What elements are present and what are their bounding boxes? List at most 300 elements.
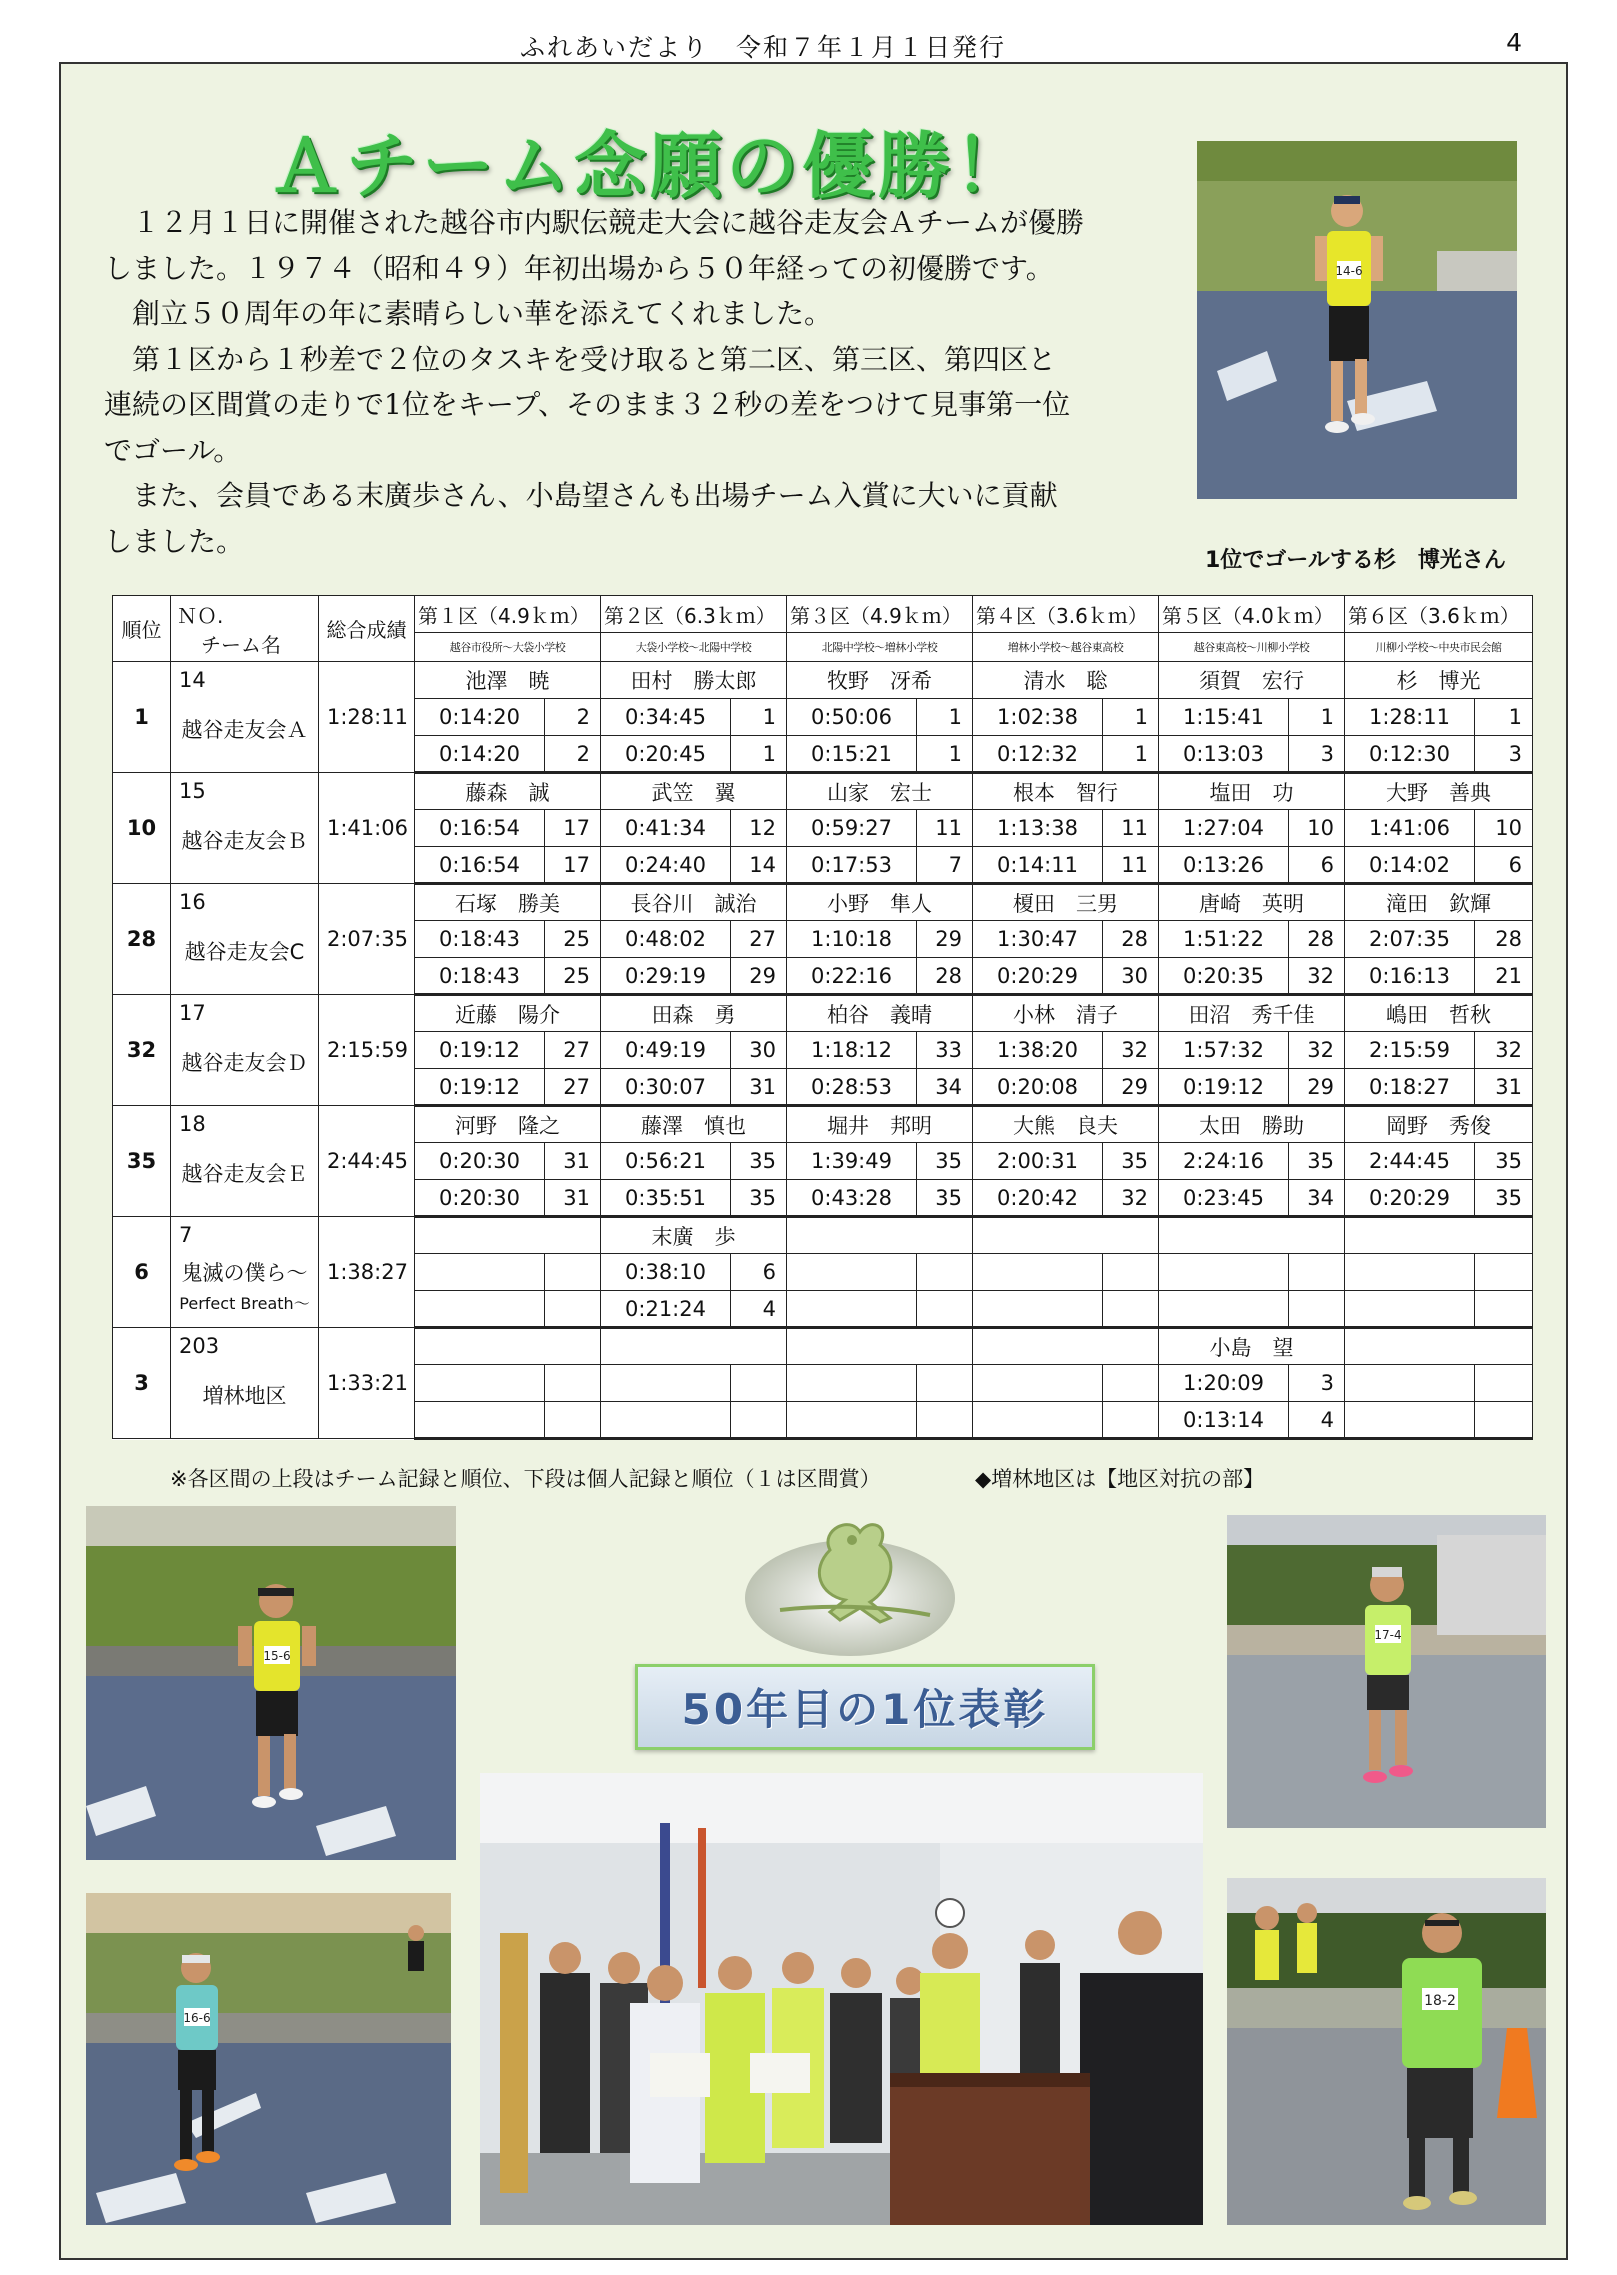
header-route-1: 越谷市役所～大袋小学校 (415, 633, 601, 662)
individual-time: 0:19:12 (415, 1069, 545, 1106)
header-leg-6: 第６区（3.6ｋｍ） (1345, 596, 1533, 633)
individual-rank: 32 (1103, 1180, 1159, 1217)
runner-name: 長谷川 誠治 (601, 884, 787, 921)
team-split-rank (917, 1365, 973, 1402)
team-name: 越谷走友会Ｂ (181, 829, 308, 853)
table-note-district: ◆増林地区は【地区対抗の部】 (975, 1467, 1265, 1491)
individual-rank: 35 (1475, 1180, 1533, 1217)
team-split-rank: 28 (1289, 921, 1345, 958)
team-split-rank: 1 (1475, 699, 1533, 736)
runner-name: 大熊 良夫 (973, 1106, 1159, 1143)
individual-time: 0:20:35 (1159, 958, 1289, 995)
team-split-time (787, 1254, 917, 1291)
total-time: 2:15:59 (319, 995, 415, 1106)
team-split-time: 2:00:31 (973, 1143, 1103, 1180)
individual-time: 0:22:16 (787, 958, 917, 995)
team-split-time: 0:59:27 (787, 810, 917, 847)
individual-time (787, 1402, 917, 1439)
runner-e-image (1227, 1878, 1546, 2225)
individual-time (415, 1402, 545, 1439)
individual-rank: 28 (917, 958, 973, 995)
table-row (113, 1217, 1533, 1254)
individual-time: 0:20:08 (973, 1069, 1103, 1106)
individual-rank: 14 (731, 847, 787, 884)
runner-name: 末廣 歩 (601, 1217, 787, 1254)
team-split-time: 0:48:02 (601, 921, 731, 958)
runner-name: 藤森 誠 (415, 773, 601, 810)
individual-time: 0:19:12 (1159, 1069, 1289, 1106)
individual-time: 0:15:21 (787, 736, 917, 773)
intro-line: １２月１日に開催された越谷市内駅伝競走大会に越谷走友会Ａチームが優勝 (104, 206, 1085, 239)
team-split-time (973, 1365, 1103, 1402)
runner-name (601, 1328, 787, 1365)
team-split-time (1159, 1254, 1289, 1291)
individual-time: 0:28:53 (787, 1069, 917, 1106)
team-split-rank: 30 (731, 1032, 787, 1069)
runner-name (787, 1217, 973, 1254)
team-split-time: 0:49:19 (601, 1032, 731, 1069)
team-split-time: 1:02:38 (973, 699, 1103, 736)
runner-name: 小野 隼人 (787, 884, 973, 921)
total-time: 2:07:35 (319, 884, 415, 995)
team-split-rank: 17 (545, 810, 601, 847)
individual-time: 0:23:45 (1159, 1180, 1289, 1217)
team-cell (171, 1106, 319, 1217)
team-split-time: 1:10:18 (787, 921, 917, 958)
team-number: 17 (179, 1001, 206, 1025)
individual-rank (1289, 1291, 1345, 1328)
individual-rank (917, 1402, 973, 1439)
team-split-rank (731, 1365, 787, 1402)
runner-name: 河野 隆之 (415, 1106, 601, 1143)
results-table (112, 595, 1533, 1440)
team-split-rank: 31 (545, 1143, 601, 1180)
page-number: 4 (1506, 28, 1522, 57)
team-split-time: 1:28:11 (1345, 699, 1475, 736)
bib-number: 18-2 (1424, 1993, 1456, 2009)
team-split-rank: 32 (1475, 1032, 1533, 1069)
individual-time (973, 1402, 1103, 1439)
team-split-rank: 35 (1103, 1143, 1159, 1180)
runner-name: 山家 宏士 (787, 773, 973, 810)
runner-e-photo (1227, 1878, 1546, 2225)
individual-time: 0:20:30 (415, 1180, 545, 1217)
header-route-2: 大袋小学校～北陽中学校 (601, 633, 787, 662)
team-split-rank (545, 1365, 601, 1402)
team-split-rank: 29 (917, 921, 973, 958)
team-split-rank: 28 (1475, 921, 1533, 958)
header-route-4: 増林小学校～越谷東高校 (973, 633, 1159, 662)
runner-name (973, 1217, 1159, 1254)
team-number: 7 (179, 1223, 193, 1247)
team-split-rank: 33 (917, 1032, 973, 1069)
individual-time (1345, 1402, 1475, 1439)
bib-number: 14-6 (1335, 264, 1363, 278)
award-title-text: 50年目の1位表彰 (681, 1685, 1049, 1734)
team-cell (171, 1328, 319, 1439)
individual-rank: 35 (917, 1180, 973, 1217)
runner-finish-image (1197, 141, 1517, 499)
photo-caption: 1位でゴールする杉 博光さん (1205, 548, 1506, 573)
individual-rank: 21 (1475, 958, 1533, 995)
team-split-rank: 25 (545, 921, 601, 958)
team-split-time: 0:18:43 (415, 921, 545, 958)
team-split-rank (545, 1254, 601, 1291)
team-split-rank: 32 (1103, 1032, 1159, 1069)
individual-rank: 17 (545, 847, 601, 884)
runner-name: 武笠 翼 (601, 773, 787, 810)
award-ceremony-photo (480, 1773, 1203, 2225)
team-split-rank: 1 (731, 699, 787, 736)
team-name: 鬼滅の僕ら～ (181, 1261, 308, 1285)
individual-time (973, 1291, 1103, 1328)
team-rank: 3 (113, 1328, 171, 1439)
bib-number: 16-6 (183, 2011, 211, 2025)
newsletter-title: ふれあいだより 令和７年１月１日発行 (520, 33, 1007, 62)
individual-rank: 11 (1103, 847, 1159, 884)
runner-name (787, 1328, 973, 1365)
individual-rank: 3 (1289, 736, 1345, 773)
individual-rank: 7 (917, 847, 973, 884)
header-leg-1: 第１区（4.9ｋｍ） (415, 596, 601, 633)
individual-time: 0:35:51 (601, 1180, 731, 1217)
individual-time: 0:14:02 (1345, 847, 1475, 884)
table-note: ※各区間の上段はチーム記録と順位、下段は個人記録と順位（１は区間賞） (170, 1467, 881, 1491)
individual-time: 0:18:27 (1345, 1069, 1475, 1106)
header-rank: 順位 (113, 596, 171, 662)
team-number: 203 (179, 1334, 220, 1358)
individual-time: 0:13:26 (1159, 847, 1289, 884)
team-cell (171, 884, 319, 995)
intro-line: 第１区から１秒差で２位のタスキを受け取ると第二区、第三区、第四区と (104, 342, 1057, 376)
team-split-time: 0:38:10 (601, 1254, 731, 1291)
runner-c-photo (86, 1893, 451, 2225)
individual-time (601, 1402, 731, 1439)
team-split-time: 0:19:12 (415, 1032, 545, 1069)
individual-time (1345, 1291, 1475, 1328)
runner-name: 田森 勇 (601, 995, 787, 1032)
team-name: 越谷走友会Ｅ (181, 1162, 308, 1186)
table-row (113, 995, 1533, 1032)
individual-rank: 25 (545, 958, 601, 995)
award-title-banner (635, 1664, 1095, 1750)
team-split-time (973, 1254, 1103, 1291)
header-no: ＮＯ. (177, 603, 224, 628)
individual-time: 0:24:40 (601, 847, 731, 884)
intro-line: 創立５０周年の年に素晴らしい華を添えてくれました。 (104, 297, 833, 330)
runner-d-photo (1227, 1515, 1546, 1828)
individual-time (1159, 1291, 1289, 1328)
individual-time: 0:21:24 (601, 1291, 731, 1328)
individual-rank: 29 (1103, 1069, 1159, 1106)
individual-rank: 35 (731, 1180, 787, 1217)
runner-name: 滝田 欽輝 (1345, 884, 1533, 921)
individual-rank: 34 (1289, 1180, 1345, 1217)
team-split-time: 0:14:20 (415, 699, 545, 736)
team-split-time: 1:41:06 (1345, 810, 1475, 847)
runner-name: 堀井 邦明 (787, 1106, 973, 1143)
individual-time: 0:18:43 (415, 958, 545, 995)
runner-name: 唐崎 英明 (1159, 884, 1345, 921)
header-route-6: 川柳小学校～中央市民会館 (1345, 633, 1533, 662)
team-number: 15 (179, 779, 206, 803)
individual-rank: 34 (917, 1069, 973, 1106)
team-split-time (1345, 1254, 1475, 1291)
team-split-rank: 1 (1103, 699, 1159, 736)
team-cell (171, 1217, 319, 1328)
team-split-time: 0:34:45 (601, 699, 731, 736)
team-split-time (1345, 1365, 1475, 1402)
header-leg-3: 第３区（4.9ｋｍ） (787, 596, 973, 633)
team-split-time (415, 1365, 545, 1402)
team-name: 越谷走友会C (184, 940, 305, 964)
individual-rank (1475, 1402, 1533, 1439)
intro-line: 連続の区間賞の走りで1位をキープ、そのまま３２秒の差をつけて見事第一位 (104, 388, 1071, 421)
runner-d-image (1227, 1515, 1546, 1828)
header-route-3: 北陽中学校～増林小学校 (787, 633, 973, 662)
table-row (113, 773, 1533, 810)
runner-name (973, 1328, 1159, 1365)
team-cell (171, 662, 319, 773)
team-split-time: 0:56:21 (601, 1143, 731, 1180)
individual-time: 0:20:29 (973, 958, 1103, 995)
individual-rank: 32 (1289, 958, 1345, 995)
runner-name: 須賀 宏行 (1159, 662, 1345, 699)
individual-time: 0:12:30 (1345, 736, 1475, 773)
team-split-rank: 27 (731, 921, 787, 958)
runner-name: 大野 善典 (1345, 773, 1533, 810)
runner-finish-photo (1197, 141, 1517, 499)
bib-number: 15-6 (263, 1649, 291, 1663)
team-split-time: 1:20:09 (1159, 1365, 1289, 1402)
header-team: チーム名 (201, 632, 281, 657)
individual-time: 0:16:13 (1345, 958, 1475, 995)
individual-rank: 27 (545, 1069, 601, 1106)
individual-rank: 4 (1289, 1402, 1345, 1439)
team-split-time: 1:51:22 (1159, 921, 1289, 958)
team-split-rank: 27 (545, 1032, 601, 1069)
individual-time (787, 1291, 917, 1328)
team-split-rank (1289, 1254, 1345, 1291)
individual-rank: 1 (917, 736, 973, 773)
team-name: 増林地区 (202, 1384, 287, 1408)
runner-c-image (86, 1893, 451, 2225)
individual-time (415, 1291, 545, 1328)
team-rank: 1 (113, 662, 171, 773)
team-split-time: 1:18:12 (787, 1032, 917, 1069)
team-rank: 32 (113, 995, 171, 1106)
team-split-rank: 6 (731, 1254, 787, 1291)
team-split-time: 0:20:30 (415, 1143, 545, 1180)
main-headline: Ａチーム念願の優勝！ (270, 124, 1031, 208)
team-split-time: 1:15:41 (1159, 699, 1289, 736)
team-split-rank: 35 (1289, 1143, 1345, 1180)
team-split-rank: 3 (1289, 1365, 1345, 1402)
individual-time: 0:29:19 (601, 958, 731, 995)
team-split-time: 2:15:59 (1345, 1032, 1475, 1069)
runner-name: 田沼 秀千佳 (1159, 995, 1345, 1032)
team-split-rank: 35 (731, 1143, 787, 1180)
runner-name: 杉 博光 (1345, 662, 1533, 699)
team-split-rank: 32 (1289, 1032, 1345, 1069)
team-split-rank (917, 1254, 973, 1291)
individual-rank (1475, 1291, 1533, 1328)
runner-name: 嶋田 哲秋 (1345, 995, 1533, 1032)
individual-rank: 30 (1103, 958, 1159, 995)
team-split-rank (1475, 1254, 1533, 1291)
team-split-time: 1:30:47 (973, 921, 1103, 958)
team-rank: 28 (113, 884, 171, 995)
individual-time: 0:12:32 (973, 736, 1103, 773)
intro-line: また、会員である末廣歩さん、小島望さんも出場チーム入賞に大いに貢献 (104, 479, 1058, 512)
team-split-time (787, 1365, 917, 1402)
runner-name: 石塚 勝美 (415, 884, 601, 921)
runner-name: 根本 智行 (973, 773, 1159, 810)
team-name-sub: Perfect Breath～ (179, 1294, 310, 1313)
team-rank: 35 (113, 1106, 171, 1217)
individual-rank: 29 (1289, 1069, 1345, 1106)
individual-time: 0:14:11 (973, 847, 1103, 884)
intro-line: でゴール。 (104, 433, 242, 467)
total-time: 1:28:11 (319, 662, 415, 773)
table-row (113, 1328, 1533, 1365)
team-split-rank (1475, 1365, 1533, 1402)
individual-rank: 31 (1475, 1069, 1533, 1106)
individual-rank (917, 1291, 973, 1328)
individual-time: 0:16:54 (415, 847, 545, 884)
individual-rank (731, 1402, 787, 1439)
team-split-time (601, 1365, 731, 1402)
table-row (113, 662, 1533, 699)
individual-rank (1103, 1402, 1159, 1439)
team-name: 越谷走友会Ａ (181, 718, 308, 742)
frog-mascot-icon (740, 1510, 960, 1660)
total-time: 1:41:06 (319, 773, 415, 884)
team-split-time: 0:41:34 (601, 810, 731, 847)
runner-name: 岡野 秀俊 (1345, 1106, 1533, 1143)
individual-time: 0:43:28 (787, 1180, 917, 1217)
runner-name (415, 1217, 601, 1254)
runner-name: 田村 勝太郎 (601, 662, 787, 699)
team-split-rank: 1 (1289, 699, 1345, 736)
intro-line: しました。１９７４（昭和４９）年初出場から５０年経っての初優勝です。 (104, 251, 1054, 285)
runner-name: 池澤 暁 (415, 662, 601, 699)
individual-time: 0:17:53 (787, 847, 917, 884)
team-split-rank (1103, 1365, 1159, 1402)
table-row (113, 1106, 1533, 1143)
individual-time: 0:14:20 (415, 736, 545, 773)
club-logo (740, 1510, 960, 1660)
individual-rank: 31 (545, 1180, 601, 1217)
header-leg-4: 第４区（3.6ｋｍ） (973, 596, 1159, 633)
runner-name: 塩田 功 (1159, 773, 1345, 810)
header-leg-5: 第５区（4.0ｋｍ） (1159, 596, 1345, 633)
individual-rank (545, 1291, 601, 1328)
individual-rank: 29 (731, 958, 787, 995)
team-number: 18 (179, 1112, 206, 1136)
team-split-rank: 2 (545, 699, 601, 736)
total-time: 1:33:21 (319, 1328, 415, 1439)
individual-rank: 31 (731, 1069, 787, 1106)
intro-text (104, 200, 1164, 564)
team-split-rank: 1 (917, 699, 973, 736)
team-split-time: 2:07:35 (1345, 921, 1475, 958)
individual-time: 0:20:29 (1345, 1180, 1475, 1217)
individual-rank: 1 (1103, 736, 1159, 773)
header-route-5: 越谷東高校～川柳小学校 (1159, 633, 1345, 662)
total-time: 1:38:27 (319, 1217, 415, 1328)
team-split-rank: 12 (731, 810, 787, 847)
team-split-rank: 10 (1289, 810, 1345, 847)
runner-name: 小林 清子 (973, 995, 1159, 1032)
header-leg-2: 第２区（6.3ｋｍ） (601, 596, 787, 633)
team-split-rank: 11 (1103, 810, 1159, 847)
individual-rank (545, 1402, 601, 1439)
team-split-rank: 10 (1475, 810, 1533, 847)
award-ceremony-image (480, 1773, 1203, 2225)
team-split-time: 1:38:20 (973, 1032, 1103, 1069)
team-split-time (415, 1254, 545, 1291)
individual-rank: 6 (1289, 847, 1345, 884)
runner-name: 近藤 陽介 (415, 995, 601, 1032)
individual-rank (1103, 1291, 1159, 1328)
team-split-time: 0:16:54 (415, 810, 545, 847)
team-rank: 6 (113, 1217, 171, 1328)
runner-name: 榎田 三男 (973, 884, 1159, 921)
individual-rank: 6 (1475, 847, 1533, 884)
team-split-rank: 11 (917, 810, 973, 847)
runner-b-image (86, 1506, 456, 1860)
team-cell (171, 773, 319, 884)
individual-rank: 3 (1475, 736, 1533, 773)
individual-time: 0:13:14 (1159, 1402, 1289, 1439)
runner-name (1345, 1328, 1533, 1365)
runner-name (1159, 1217, 1345, 1254)
individual-rank: 1 (731, 736, 787, 773)
team-name: 越谷走友会Ｄ (181, 1051, 308, 1075)
team-cell (171, 995, 319, 1106)
individual-time: 0:20:45 (601, 736, 731, 773)
team-split-rank: 28 (1103, 921, 1159, 958)
runner-name: 牧野 冴希 (787, 662, 973, 699)
runner-name: 清水 聡 (973, 662, 1159, 699)
team-number: 16 (179, 890, 206, 914)
page-header (0, 28, 1617, 62)
runner-name: 太田 勝助 (1159, 1106, 1345, 1143)
bib-number: 17-4 (1374, 1628, 1402, 1642)
runner-name (415, 1328, 601, 1365)
table-row (113, 884, 1533, 921)
total-time: 2:44:45 (319, 1106, 415, 1217)
team-split-time: 1:39:49 (787, 1143, 917, 1180)
runner-name: 藤澤 慎也 (601, 1106, 787, 1143)
team-split-time: 0:50:06 (787, 699, 917, 736)
results-body (113, 662, 1533, 1439)
team-split-time: 2:24:16 (1159, 1143, 1289, 1180)
individual-time: 0:30:07 (601, 1069, 731, 1106)
team-rank: 10 (113, 773, 171, 884)
runner-name: 柏谷 義晴 (787, 995, 973, 1032)
team-number: 14 (179, 668, 206, 692)
individual-time: 0:20:42 (973, 1180, 1103, 1217)
team-split-time: 2:44:45 (1345, 1143, 1475, 1180)
team-split-time: 1:27:04 (1159, 810, 1289, 847)
individual-rank: 4 (731, 1291, 787, 1328)
individual-rank: 2 (545, 736, 601, 773)
team-split-time: 1:13:38 (973, 810, 1103, 847)
team-split-rank: 35 (917, 1143, 973, 1180)
header-no-team (171, 596, 319, 662)
